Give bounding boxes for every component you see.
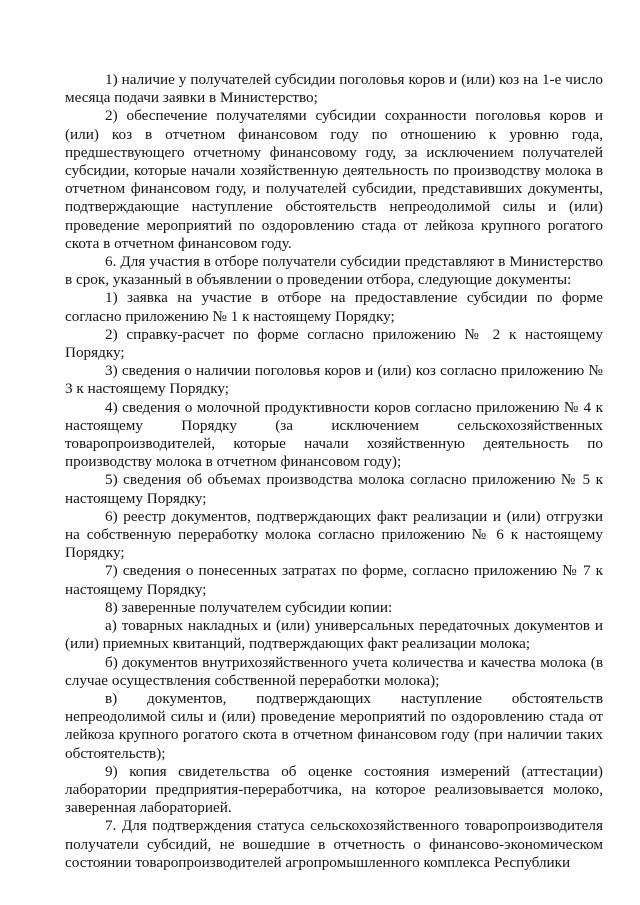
paragraph-6-item-5: 5) сведения об объемах производства молока согласно приложению № 5 к настоящему Порядку; <box>65 471 603 507</box>
paragraph-6-item-3: 3) сведения о наличии поголовья коров и (или) коз согласно приложению № 3 к настоящему Порядку; <box>65 362 603 398</box>
paragraph-6-item-1: 1) заявка на участие в отборе на предоставление субсидии по форме согласно приложению № 1 к настоящему Порядку; <box>65 289 603 325</box>
paragraph-2-item: 2) обеспечение получателями субсидии сохранности поголовья коров и (или) коз в отчетном финансовом году по отношению к уровню года, предшествующего отчетному финансовому году, за исключением получателей субсидии, которые начали хозяйственную деятельность по производству молока в отчетном финансовом году, и получателей субсидии, представивших документы, подтверждающие наступление обстоятельств непреодолимой силы и (или) проведение мероприятий по оздоровлению стада от лейкоза крупного рогатого скота в отчетном финансовом году. <box>65 107 603 252</box>
paragraph-6-item-9: 9) копия свидетельства об оценке состояния измерений (аттестации) лаборатории предприятия-переработчика, на которое реализовывается молоко, заверенная лабораторией. <box>65 762 603 817</box>
paragraph-6-item-8b: б) документов внутрихозяйственного учета количества и качества молока (в случае осуществления собственной переработки молока); <box>65 653 603 689</box>
document-body <box>65 71 603 872</box>
paragraph-section-7: 7. Для подтверждения статуса сельскохозяйственного товаропроизводителя получатели субсидий, не вошедшие в отчетность о финансово-экономическом состоянии товаропроизводителей агропромышленного комплекса Республики <box>65 817 603 871</box>
paragraph-6-item-8v: в) документов, подтверждающих наступление обстоятельств непреодолимой силы и (или) проведение мероприятий по оздоровлению стада от лейкоза крупного рогатого скота в отчетном финансовом году (при наличии таких обстоятельств); <box>65 689 603 762</box>
paragraph-section-6: 6. Для участия в отборе получатели субсидии представляют в Министерство в срок, указанный в объявлении о проведении отбора, следующие документы: <box>65 253 603 289</box>
paragraph-6-item-2: 2) справку-расчет по форме согласно приложению № 2 к настоящему Порядку; <box>65 325 603 362</box>
paragraph-6-item-8: 8) заверенные получателем субсидии копии: <box>105 598 393 616</box>
paragraph-6-item-6: 6) реестр документов, подтверждающих факт реализации и (или) отгрузки на собственную переработку молока согласно приложению № 6 к настоящему Порядку; <box>65 507 603 562</box>
paragraph-6-item-8a: а) товарных накладных и (или) универсальных передаточных документов и (или) приемных квитанций, подтверждающих факт реализации молока; <box>65 617 603 653</box>
paragraph-6-item-7: 7) сведения о понесенных затратах по форме, согласно приложению № 7 к настоящему Порядку; <box>65 562 603 598</box>
paragraph-6-item-4: 4) сведения о молочной продуктивности коров согласно приложению № 4 к настоящему Порядку (за исключением сельскохозяйственных товаропроизводителей, которые начали хозяйственную деятельность по производству молока в отчетном финансовом году); <box>65 398 603 471</box>
paragraph-1-item: 1) наличие у получателей субсидии поголовья коров и (или) коз на 1-е число месяца подачи заявки в Министерство; <box>65 71 603 107</box>
